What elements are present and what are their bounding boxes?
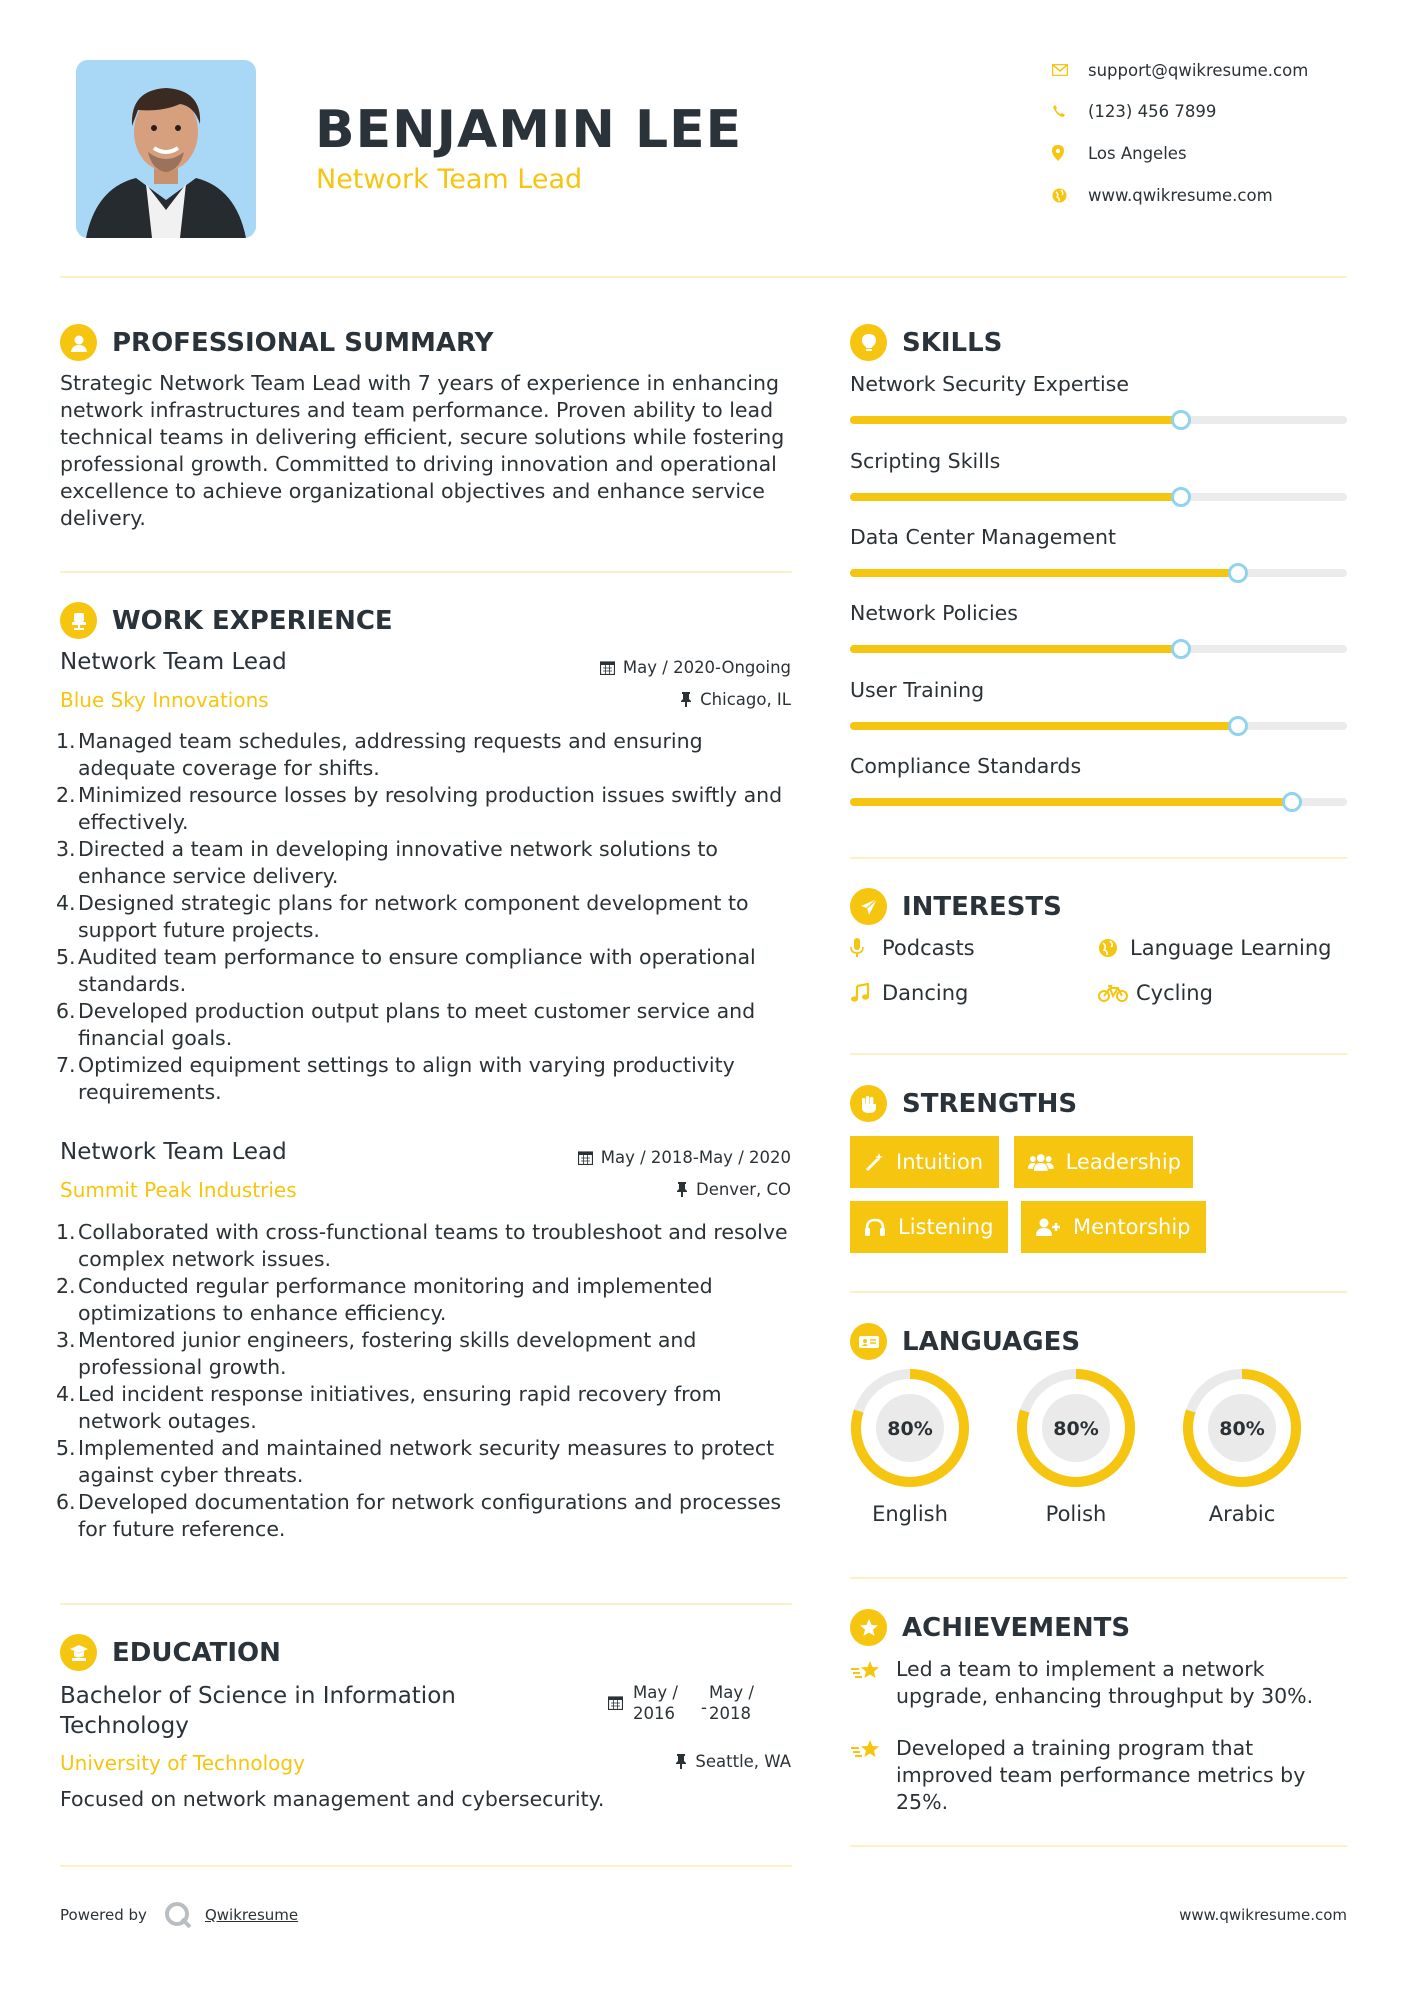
experience-divider [60,1603,792,1605]
job-1-dates: May / 2020-Ongoing [600,658,791,677]
map-pin-icon [1052,145,1088,161]
skill-item: User Training [850,678,1347,702]
svg-text:80%: 80% [887,1418,933,1440]
globe-icon [1052,188,1088,203]
pushpin-icon [675,1754,687,1769]
contact-email-text: support@qwikresume.com [1088,60,1309,80]
header-divider [60,276,1347,278]
job-1-responsibilities [56,728,800,1106]
headphones-icon [864,1217,886,1237]
list-item: 5. Implemented and maintained network security measures to protect against cyber threats. [56,1436,775,1487]
contact-website-text: www.qwikresume.com [1088,185,1273,205]
list-item: 6. Developed documentation for network configurations and processes for future reference. [56,1490,782,1541]
strength-mentorship: Mentorship [1021,1201,1206,1253]
id-card-icon [850,1323,887,1360]
strength-listening: Listening [850,1201,1008,1253]
education-dates: May / 2016 - May / 2018 [608,1682,754,1724]
language-english: 80% English [848,1366,972,1526]
microphone-icon [850,938,878,958]
interests-divider [850,1053,1347,1055]
education-school: University of Technology [60,1751,305,1775]
job-1-title: Network Team Lead [60,649,287,675]
list-item: 4. Designed strategic plans for network component development to support future projects. [56,891,749,942]
list-item: 2. Minimized resource losses by resolving production issues swiftly and effectively. [56,783,783,834]
star-icon [850,1609,887,1646]
skill-knob [1171,639,1191,659]
education-divider [60,1865,792,1867]
skill-bar [850,493,1347,501]
list-item: 3. Mentored junior engineers, fostering skills development and professional growth. [56,1328,697,1379]
skill-item: Network Security Expertise [850,372,1347,396]
shooting-star-icon [850,1735,896,1816]
strengths-heading: STRENGTHS [850,1085,1077,1122]
graduate-icon [60,1634,97,1671]
contact-phone [1052,98,1216,124]
shooting-star-icon [850,1656,896,1710]
language-arabic: 80% Arabic [1180,1366,1304,1526]
music-note-icon [850,983,878,1003]
skill-bar [850,645,1347,653]
list-item: 3. Directed a team in developing innovative network solutions to enhance service delivery. [56,837,718,888]
list-item: 7. Optimized equipment settings to align with varying productivity requirements. [56,1053,735,1104]
education-heading: EDUCATION [60,1634,281,1671]
lightbulb-icon [850,324,887,361]
languages-heading: LANGUAGES [850,1323,1080,1360]
footer-powered-by: Powered by Qwikresume [60,1900,298,1930]
interest-dancing: Dancing [850,981,968,1005]
skill-knob [1171,487,1191,507]
job-1-location: Chicago, IL [680,690,791,709]
calendar-icon [600,660,615,675]
svg-text:80%: 80% [1219,1418,1265,1440]
footer-website[interactable]: www.qwikresume.com [1179,1906,1347,1924]
skill-item: Network Policies [850,601,1347,625]
skills-heading: SKILLS [850,324,1002,361]
list-item: 4. Led incident response initiatives, ensuring rapid recovery from network outages. [56,1382,722,1433]
skills-divider [850,857,1347,859]
job-1-company: Blue Sky Innovations [60,688,269,712]
phone-icon [1052,104,1088,118]
experience-heading: WORK EXPERIENCE [60,602,393,639]
job-2-dates: May / 2018-May / 2020 [578,1148,791,1167]
qwikresume-logo-icon [163,1900,193,1930]
svg-text:80%: 80% [1053,1418,1099,1440]
raised-fist-icon [850,1085,887,1122]
skill-item: Data Center Management [850,525,1347,549]
job-2-company: Summit Peak Industries [60,1178,297,1202]
contact-phone-text: (123) 456 7899 [1088,101,1217,121]
skill-item: Compliance Standards [850,754,1347,778]
skill-bar [850,722,1347,730]
achievements-divider [850,1845,1347,1847]
user-icon [60,324,97,361]
language-polish: 80% Polish [1014,1366,1138,1526]
achievements-heading: ACHIEVEMENTS [850,1609,1130,1646]
interests-heading: INTERESTS [850,888,1062,925]
achievement-item: Developed a training program that improved team performance metrics by 25%. [850,1735,1347,1816]
language-ring [1180,1366,1304,1490]
qwikresume-link[interactable]: Qwikresume [204,1906,299,1924]
pushpin-icon [680,692,692,707]
summary-heading: PROFESSIONAL SUMMARY [60,324,493,361]
skill-knob [1282,792,1302,812]
interest-podcasts: Podcasts [850,936,975,960]
candidate-name: BENJAMIN LEE [315,100,743,160]
envelope-icon [1052,64,1088,76]
user-plus-icon [1035,1217,1061,1237]
contact-location [1052,140,1187,166]
skill-knob [1171,410,1191,430]
contact-email[interactable] [1052,57,1308,83]
skill-bar [850,798,1347,806]
job-2-title: Network Team Lead [60,1139,287,1165]
globe-icon [1098,938,1126,958]
list-item: 5. Audited team performance to ensure compliance with operational standards. [56,945,756,996]
strength-leadership: Leadership [1014,1136,1193,1188]
calendar-icon [578,1150,593,1165]
contact-location-text: Los Angeles [1088,143,1187,163]
users-icon [1028,1152,1054,1172]
language-ring [1014,1366,1138,1490]
interest-cycling: Cycling [1098,981,1213,1005]
languages-divider [850,1577,1347,1579]
education-location: Seattle, WA [675,1752,791,1771]
contact-website[interactable] [1052,182,1273,208]
list-item: 2. Conducted regular performance monitoring and implemented optimizations to enhance efficiency. [56,1274,713,1325]
list-item: 6. Developed production output plans to meet customer service and financial goals. [56,999,756,1050]
skill-bar [850,569,1347,577]
strengths-divider [850,1291,1347,1293]
list-item: 1. Collaborated with cross-functional teams to troubleshoot and resolve complex network issues. [56,1220,788,1271]
summary-divider [60,571,792,573]
summary-text: Strategic Network Team Lead with 7 years of experience in enhancing network infrastructures and team performance. Proven ability to lead technical teams in delivering efficient, secure solutions while fostering professional growth. Committed to driving innovation and operational excellence to achieve organizational objectives and enhance service delivery. [60,371,785,530]
calendar-icon [608,1695,623,1710]
skill-bar [850,416,1347,424]
pushpin-icon [676,1182,688,1197]
candidate-title: Network Team Lead [316,164,583,195]
interest-language-learning: Language Learning [1098,936,1331,960]
strength-intuition: Intuition [850,1136,999,1188]
education-degree: Bachelor of Science in Information Technology [60,1683,456,1739]
job-2-responsibilities [56,1219,800,1543]
job-2-location: Denver, CO [676,1180,791,1199]
language-ring [848,1366,972,1490]
achievement-item: Led a team to implement a network upgrade, enhancing throughput by 30%. [850,1656,1347,1710]
education-description: Focused on network management and cybersecurity. [60,1787,605,1811]
skill-knob [1228,716,1248,736]
list-item: 1. Managed team schedules, addressing requests and ensuring adequate coverage for shifts. [56,729,703,780]
skill-knob [1228,563,1248,583]
bicycle-icon [1098,984,1132,1002]
skill-item: Scripting Skills [850,449,1347,473]
magic-wand-icon [864,1152,884,1172]
profile-photo [76,60,256,238]
chair-icon [60,602,97,639]
paper-plane-icon [850,888,887,925]
